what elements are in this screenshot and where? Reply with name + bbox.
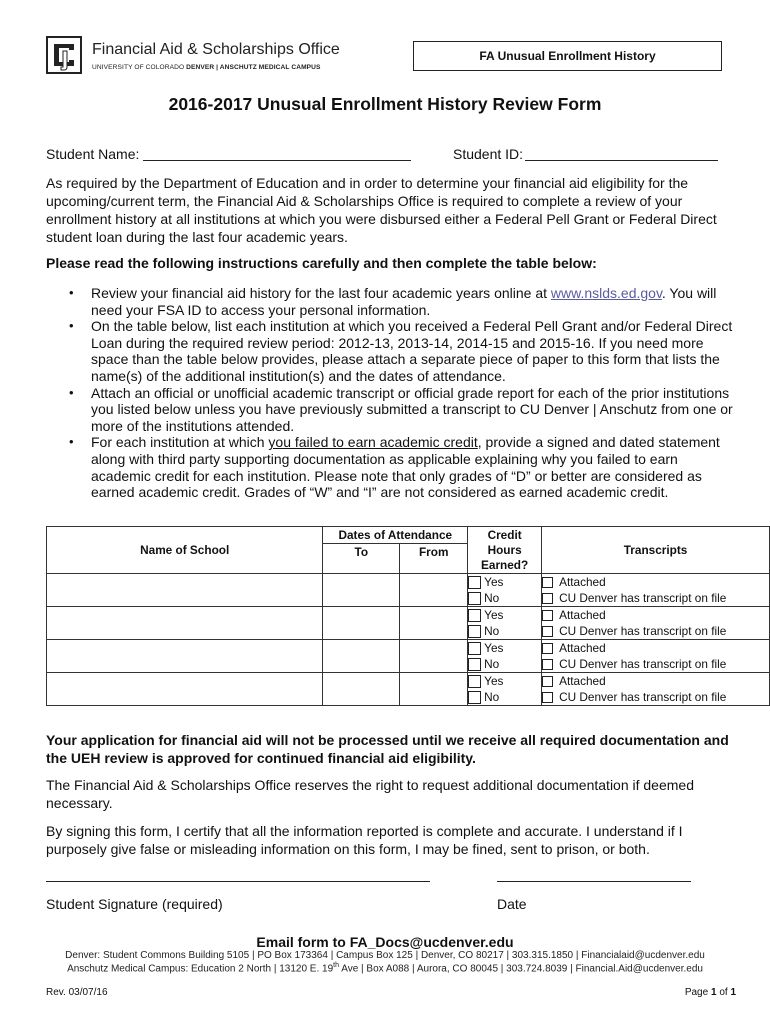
org-sub-campus: DENVER | ANSCHUTZ MEDICAL CAMPUS	[186, 64, 321, 71]
list-item	[46, 318, 738, 384]
bullet-underlined-text: you failed to earn academic credit	[268, 434, 478, 451]
date-label: Date	[497, 896, 527, 912]
table-row	[47, 640, 770, 673]
on-file-label: CU Denver has transcript on file	[559, 591, 727, 605]
checkbox-attached[interactable]	[542, 577, 553, 588]
checkbox-yes[interactable]	[468, 642, 481, 655]
bullet-text: . You will need your FSA ID to access your personal information.	[91, 285, 717, 318]
table-row	[47, 574, 770, 607]
from-date-cell[interactable]	[400, 574, 468, 607]
on-file-option[interactable]	[542, 656, 769, 672]
attached-option[interactable]	[542, 607, 769, 623]
checkbox-no[interactable]	[468, 592, 481, 605]
dates-header: Dates of Attendance	[323, 527, 468, 544]
to-date-cell[interactable]	[323, 673, 400, 706]
address-text: Anschutz Medical Campus: Education 2 North | 13120 E. 19	[67, 963, 334, 975]
checkbox-on-file[interactable]	[542, 659, 553, 670]
checkbox-attached[interactable]	[542, 676, 553, 687]
credit-header-line: Credit	[487, 527, 522, 542]
yes-option[interactable]	[468, 607, 541, 623]
from-header: From	[400, 544, 468, 574]
no-label: No	[484, 690, 500, 704]
attached-option[interactable]	[542, 640, 769, 656]
from-date-cell[interactable]	[400, 640, 468, 673]
attached-label: Attached	[559, 575, 606, 589]
checkbox-attached[interactable]	[542, 643, 553, 654]
checkbox-on-file[interactable]	[542, 593, 553, 604]
bullet-text: For each institution at which	[91, 434, 269, 451]
address-text: Ave | Box A088 | Aurora, CO 80045 | 303.724.8039 | Financial.Aid@ucdenver.edu	[339, 963, 703, 975]
school-name-cell[interactable]	[47, 607, 323, 640]
page-total: 1	[730, 987, 736, 998]
student-name-field[interactable]	[143, 147, 411, 161]
on-file-label: CU Denver has transcript on file	[559, 657, 727, 671]
attached-label: Attached	[559, 641, 606, 655]
no-option[interactable]	[468, 689, 541, 705]
processing-warning: Your application for financial aid will not be processed until we receive all required documentation and the UEH review is approved for continued financial aid eligibility.	[46, 732, 729, 766]
list-item	[46, 285, 738, 318]
no-label: No	[484, 624, 500, 638]
credit-hours-header	[468, 527, 542, 574]
on-file-label: CU Denver has transcript on file	[559, 624, 727, 638]
instructions-heading: Please read the following instructions carefully and then complete the table below:	[46, 255, 597, 271]
attached-option[interactable]	[542, 673, 769, 689]
yes-label: Yes	[484, 608, 504, 622]
denver-address: Denver: Student Commons Building 5105 | PO Box 173364 | Campus Box 125 | Denver, CO 80217 | 303.315.1850 | Financialaid@ucdenver.edu	[65, 950, 705, 961]
from-date-cell[interactable]	[400, 607, 468, 640]
date-field[interactable]	[497, 881, 691, 882]
form-type-box: FA Unusual Enrollment History	[413, 41, 722, 71]
credit-header-line: Hours	[487, 542, 522, 557]
org-sub-university: UNIVERSITY OF COLORADO	[92, 64, 185, 71]
yes-option[interactable]	[468, 640, 541, 656]
table-row	[47, 673, 770, 706]
student-name-label: Student Name:	[46, 146, 140, 162]
bullet-text: , provide a signed and dated statement along with third party supporting documentation as applicable explaining why you failed to earn academic credit for each institution. Please note that only grades of “D” or better are considered as earned academic credit. Grades of “W” and “I” are not considered as earned academic credit.	[91, 434, 720, 501]
institution-table	[46, 526, 770, 706]
email-instruction: Email form to FA_Docs@ucdenver.edu	[256, 934, 514, 950]
checkbox-on-file[interactable]	[542, 626, 553, 637]
transcript-cell	[542, 673, 770, 706]
transcript-cell	[542, 640, 770, 673]
transcript-cell	[542, 607, 770, 640]
no-option[interactable]	[468, 623, 541, 639]
to-date-cell[interactable]	[323, 640, 400, 673]
checkbox-on-file[interactable]	[542, 692, 553, 703]
checkbox-yes[interactable]	[468, 576, 481, 589]
no-label: No	[484, 591, 500, 605]
checkbox-attached[interactable]	[542, 610, 553, 621]
org-subtitle	[92, 64, 321, 71]
table-row	[47, 607, 770, 640]
no-option[interactable]	[468, 656, 541, 672]
address-superscript: th	[333, 962, 339, 969]
revision-date: Rev. 03/07/16	[46, 987, 108, 998]
student-id-label: Student ID:	[453, 146, 524, 162]
yes-label: Yes	[484, 575, 504, 589]
page-of: of	[719, 987, 728, 998]
to-date-cell[interactable]	[323, 607, 400, 640]
on-file-option[interactable]	[542, 689, 769, 705]
no-option[interactable]	[468, 590, 541, 606]
page-number	[580, 987, 736, 998]
checkbox-no[interactable]	[468, 625, 481, 638]
bullet-text: Review your financial aid history for the last four academic years online at	[91, 285, 551, 301]
from-date-cell[interactable]	[400, 673, 468, 706]
org-name: Financial Aid & Scholarships Office	[92, 41, 340, 58]
credit-cell	[468, 673, 542, 706]
no-label: No	[484, 657, 500, 671]
credit-cell	[468, 607, 542, 640]
yes-option[interactable]	[468, 574, 541, 590]
attached-label: Attached	[559, 674, 606, 688]
checkbox-no[interactable]	[468, 691, 481, 704]
bullet-text: Attach an official or unofficial academic transcript or official grade report for each of the prior institutions you listed below unless you have previously submitted a transcript to CU Denver | Anschutz from one or more of the institutions attended.	[91, 384, 733, 434]
attached-option[interactable]	[542, 574, 769, 590]
nslds-link[interactable]: www.nslds.ed.gov	[550, 285, 662, 301]
list-item	[46, 385, 738, 435]
transcripts-header: Transcripts	[542, 527, 770, 574]
checkbox-yes[interactable]	[468, 609, 481, 622]
transcript-cell	[542, 574, 770, 607]
anschutz-address	[0, 962, 770, 974]
school-name-cell[interactable]	[47, 673, 323, 706]
page-current: 1	[710, 987, 717, 998]
credit-cell	[468, 640, 542, 673]
table-header-row	[47, 527, 770, 544]
reserve-right-paragraph: The Financial Aid & Scholarships Office reserves the right to request additional documentation if deemed necessary.	[46, 777, 694, 811]
to-header: To	[323, 544, 400, 574]
signature-label: Student Signature (required)	[46, 896, 223, 912]
to-date-cell[interactable]	[323, 574, 400, 607]
school-name-cell[interactable]	[47, 640, 323, 673]
yes-label: Yes	[484, 641, 504, 655]
cu-logo-icon	[46, 36, 82, 74]
yes-option[interactable]	[468, 673, 541, 689]
page-label: Page	[684, 987, 709, 998]
bullet-text: On the table below, list each institution at which you received a Federal Pell Grant and/or Federal Direct Loan during the required review period: 2012-13, 2013-14, 2014-15 and 2015-16. If you need more space than the table below provides, please attach a separate piece of paper to this form that lists the name(s) of the additional institution(s) and the dates of attendance.	[91, 318, 733, 384]
on-file-option[interactable]	[542, 623, 769, 639]
on-file-option[interactable]	[542, 590, 769, 606]
list-item	[46, 434, 738, 500]
checkbox-no[interactable]	[468, 658, 481, 671]
checkbox-yes[interactable]	[468, 675, 481, 688]
school-name-cell[interactable]	[47, 574, 323, 607]
yes-label: Yes	[484, 674, 504, 688]
name-of-school-header: Name of School	[47, 527, 323, 574]
signature-field[interactable]	[46, 881, 430, 882]
attached-label: Attached	[559, 608, 606, 622]
on-file-label: CU Denver has transcript on file	[559, 690, 727, 704]
certification-paragraph: By signing this form, I certify that all the information reported is complete and accurate. I understand if I purposely give false or misleading information on this form, I may be fined, sent to prison, or both.	[46, 823, 683, 857]
credit-cell	[468, 574, 542, 607]
student-id-field[interactable]	[525, 147, 718, 161]
intro-paragraph: As required by the Department of Education and in order to determine your financial aid eligibility for the upcoming/current term, the Financial Aid & Scholarships Office is required to complete a review of your enrollment history at all institutions at which you were disbursed either a Federal Pell Grant or Federal Direct student loan during the last four academic years.	[46, 175, 717, 245]
page-title: 2016-2017 Unusual Enrollment History Review Form	[168, 94, 602, 114]
instructions-list	[46, 285, 738, 501]
credit-header-line: Earned?	[481, 557, 529, 572]
